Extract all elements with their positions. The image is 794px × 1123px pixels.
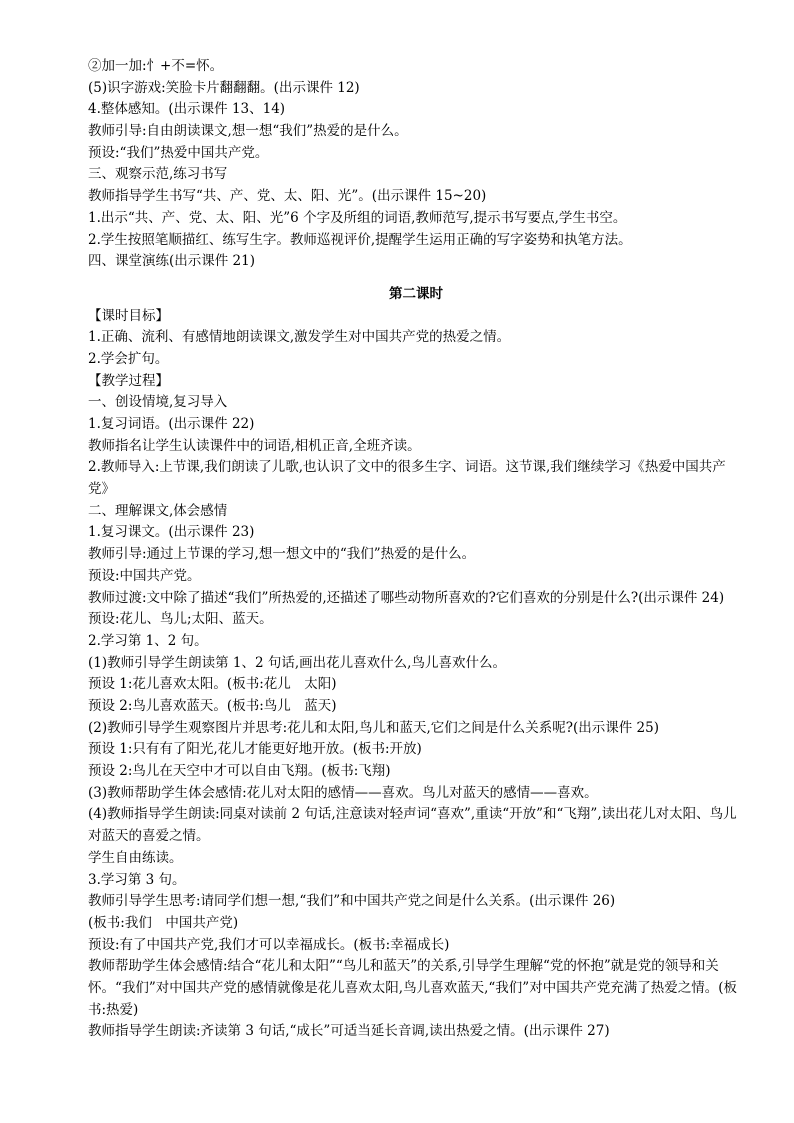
paragraph: 教师过渡:文中除了描述“我们”所热爱的,还描述了哪些动物所喜欢的?它们喜欢的分别是什么?(出示课件 24) [88,589,725,606]
sentences-one-two [88,609,744,717]
text-line: 预设 2:鸟儿喜欢蓝天。(板书:鸟儿 蓝天) [88,698,337,714]
text-line: 学生自由练读。 [88,849,183,866]
paragraph: 2.教师导入:上节课,我们朗读了儿歌,也认识了文中的很多生字、词语。这节课,我们继续学习《热爱中国共产党》 [88,459,726,498]
preset-lines [88,739,744,804]
text-line: 预设 1:花儿喜欢太阳。(板书:花儿 太阳) [88,676,337,693]
text-line: 教师引导:通过上节课的学习,想一想文中的“我们”热爱的是什么。 [88,546,476,563]
text-line: (板书:我们 中国共产党) [88,914,239,931]
lesson-title: 第二课时 [389,285,443,302]
paragraph: 教师帮助学生体会感情:结合“花儿和太阳”“鸟儿和蓝天”的关系,引导学生理解“党的怀抱”就是党的领导和关怀。“我们”对中国共产党的感情就像是花儿喜欢太阳,鸟儿喜欢蓝天,“我们”对中国共产党充满了热爱之情。(板书:热爱) [88,958,737,1018]
text-line: 1.正确、流利、有感情地朗读课文,激发学生对中国共产党的热爱之情。 [88,329,511,346]
bracket-heading: 【课时目标】 [88,307,169,324]
text-line: 3.学习第 3 句。 [88,871,186,888]
text-line: (3)教师帮助学生体会感情:花儿对太阳的感情——喜欢。鸟儿对蓝天的感情——喜欢。 [88,784,598,801]
text-line: 预设 1:只有有了阳光,花儿才能更好地开放。(板书:开放) [88,741,422,758]
section-heading: 二、理解课文,体会感情 [88,502,228,519]
text-line: 2.学生按照笔顺描红、练写生字。教师巡视评价,提醒学生运用正确的写字姿势和执笔方法。 [88,231,632,248]
text-line: 预设:花儿、鸟儿;太阳、蓝天。 [88,611,273,628]
text-line: 1.复习词语。(出示课件 22) [88,416,255,433]
text-line: 教师引导:自由朗读课文,想一想“我们”热爱的是什么。 [88,123,408,140]
document-page [88,56,744,1043]
bracket-heading: 【教学过程】 [88,372,169,389]
text-line: 预设:有了中国共产党,我们才可以幸福成长。(板书:幸福成长) [88,936,450,953]
text-line: 2.学习第 1、2 句。 [88,632,208,649]
lesson-two-understand [88,501,744,588]
lesson-one-tail [88,56,744,273]
text-line: 教师引导学生思考:请同学们想一想,“我们”和中国共产党之间是什么关系。(出示课件 26) [88,893,616,910]
sentence-three [88,848,744,956]
section-heading: 三、观察示范,练习书写 [88,166,228,183]
text-line: ②加一加:忄+不=怀。 [88,58,224,74]
paragraph: (4)教师指导学生朗读:同桌对读前 2 句话,注意读对轻声词“喜欢”,重读“开放”和“飞翔”,读出花儿对太阳、鸟儿对蓝天的喜爱之情。 [88,806,737,845]
lesson-two-goals [88,306,744,458]
paragraph: (2)教师引导学生观察图片并思考:花儿和太阳,鸟儿和蓝天,它们之间是什么关系呢?(出示课件 25) [88,719,659,736]
section-heading: 四、课堂演练(出示课件 21) [88,253,256,270]
text-line: 预设:“我们”热爱中国共产党。 [88,144,269,161]
text-line: 教师指名让学生认读课件中的词语,相机正音,全班齐读。 [88,437,421,454]
text-line: (5)识字游戏:笑脸卡片翻翻翻。(出示课件 12) [88,79,360,96]
text-line: 教师指导学生书写“共、产、党、太、阳、光”。(出示课件 15~20) [88,188,487,205]
text-line: 1.复习课文。(出示课件 23) [88,524,255,541]
text-line: 2.学会扩句。 [88,350,169,367]
text-line: 1.出示“共、产、党、太、阳、光”6 个字及所组的词语,教师范写,提示书写要点,学生书空。 [88,209,627,226]
section-heading: 一、创设情境,复习导入 [88,394,228,411]
text-line: 预设:中国共产党。 [88,567,201,584]
text-line: 教师指导学生朗读:齐读第 3 句话,“成长”可适当延长音调,读出热爱之情。(出示课件 27) [88,1023,610,1040]
text-line: 预设 2:鸟儿在天空中才可以自由飞翔。(板书:飞翔) [88,763,391,780]
text-line: (1)教师引导学生朗读第 1、2 句话,画出花儿喜欢什么,鸟儿喜欢什么。 [88,654,506,671]
text-line: 4.整体感知。(出示课件 13、14) [88,101,286,118]
